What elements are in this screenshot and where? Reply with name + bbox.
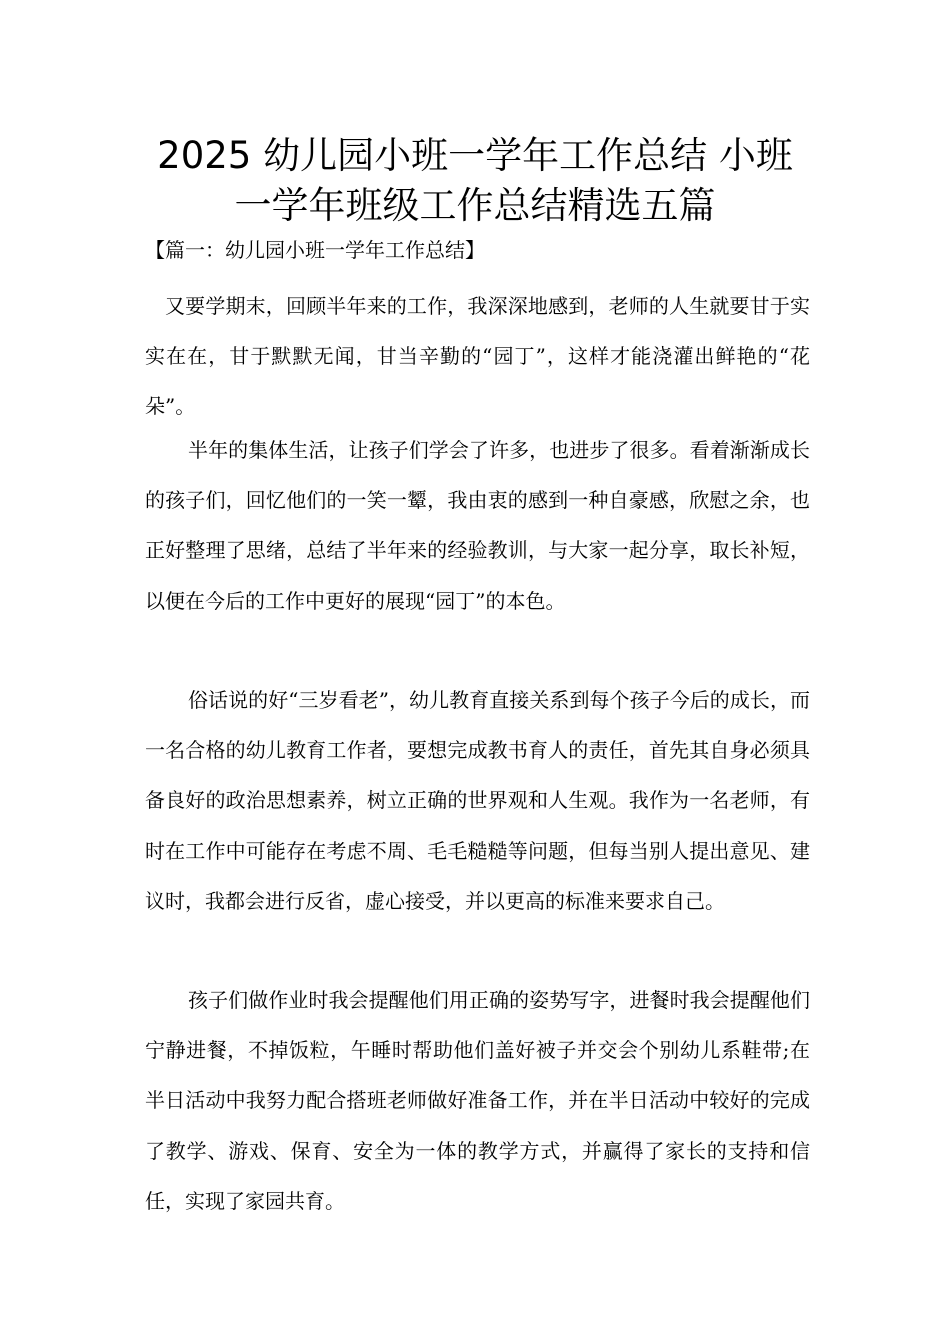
paragraph-4: 孩子们做作业时我会提醒他们用正确的姿势写字，进餐时我会提醒他们宁静进餐，不掉饭粒，午睡时帮助他们盖好被子并交会个别幼儿系鞋带;在半日活动中我努力配合搭班老师做好准备工作，并在半日活动中较好的完成了教学、游戏、保育、安全为一体的教学方式，并赢得了家长的支持和信任，实现了家园共育。 [145,988,810,1213]
document-title-line-2: 一学年班级工作总结精选五篇 [234,184,716,227]
section-heading: 【篇一：幼儿园小班一学年工作总结】 [145,238,485,262]
document-title-line-1: 2025 幼儿园小班一学年工作总结 小班 [157,134,793,177]
paragraph-1: 又要学期末，回顾半年来的工作，我深深地感到，老师的人生就要甘于实实在在，甘于默默无闻，甘当辛勤的“园丁”，这样才能浇灌出鲜艳的“花朵”。 [145,294,810,419]
paragraph-3: 俗话说的好“三岁看老”，幼儿教育直接关系到每个孩子今后的成长，而一名合格的幼儿教育工作者，要想完成教书育人的责任，首先其自身必须具备良好的政治思想素养，树立正确的世界观和人生观。我作为一名老师，有时在工作中可能存在考虑不周、毛毛糙糙等问题，但每当别人提出意见、建议时，我都会进行反省，虚心接受，并以更高的标准来要求自己。 [145,688,810,913]
paragraph-2: 半年的集体生活，让孩子们学会了许多，也进步了很多。看着渐渐成长的孩子们，回忆他们的一笑一颦，我由衷的感到一种自豪感，欣慰之余，也正好整理了思绪，总结了半年来的经验教训，与大家一起分享，取长补短，以便在今后的工作中更好的展现“园丁”的本色。 [145,438,810,613]
